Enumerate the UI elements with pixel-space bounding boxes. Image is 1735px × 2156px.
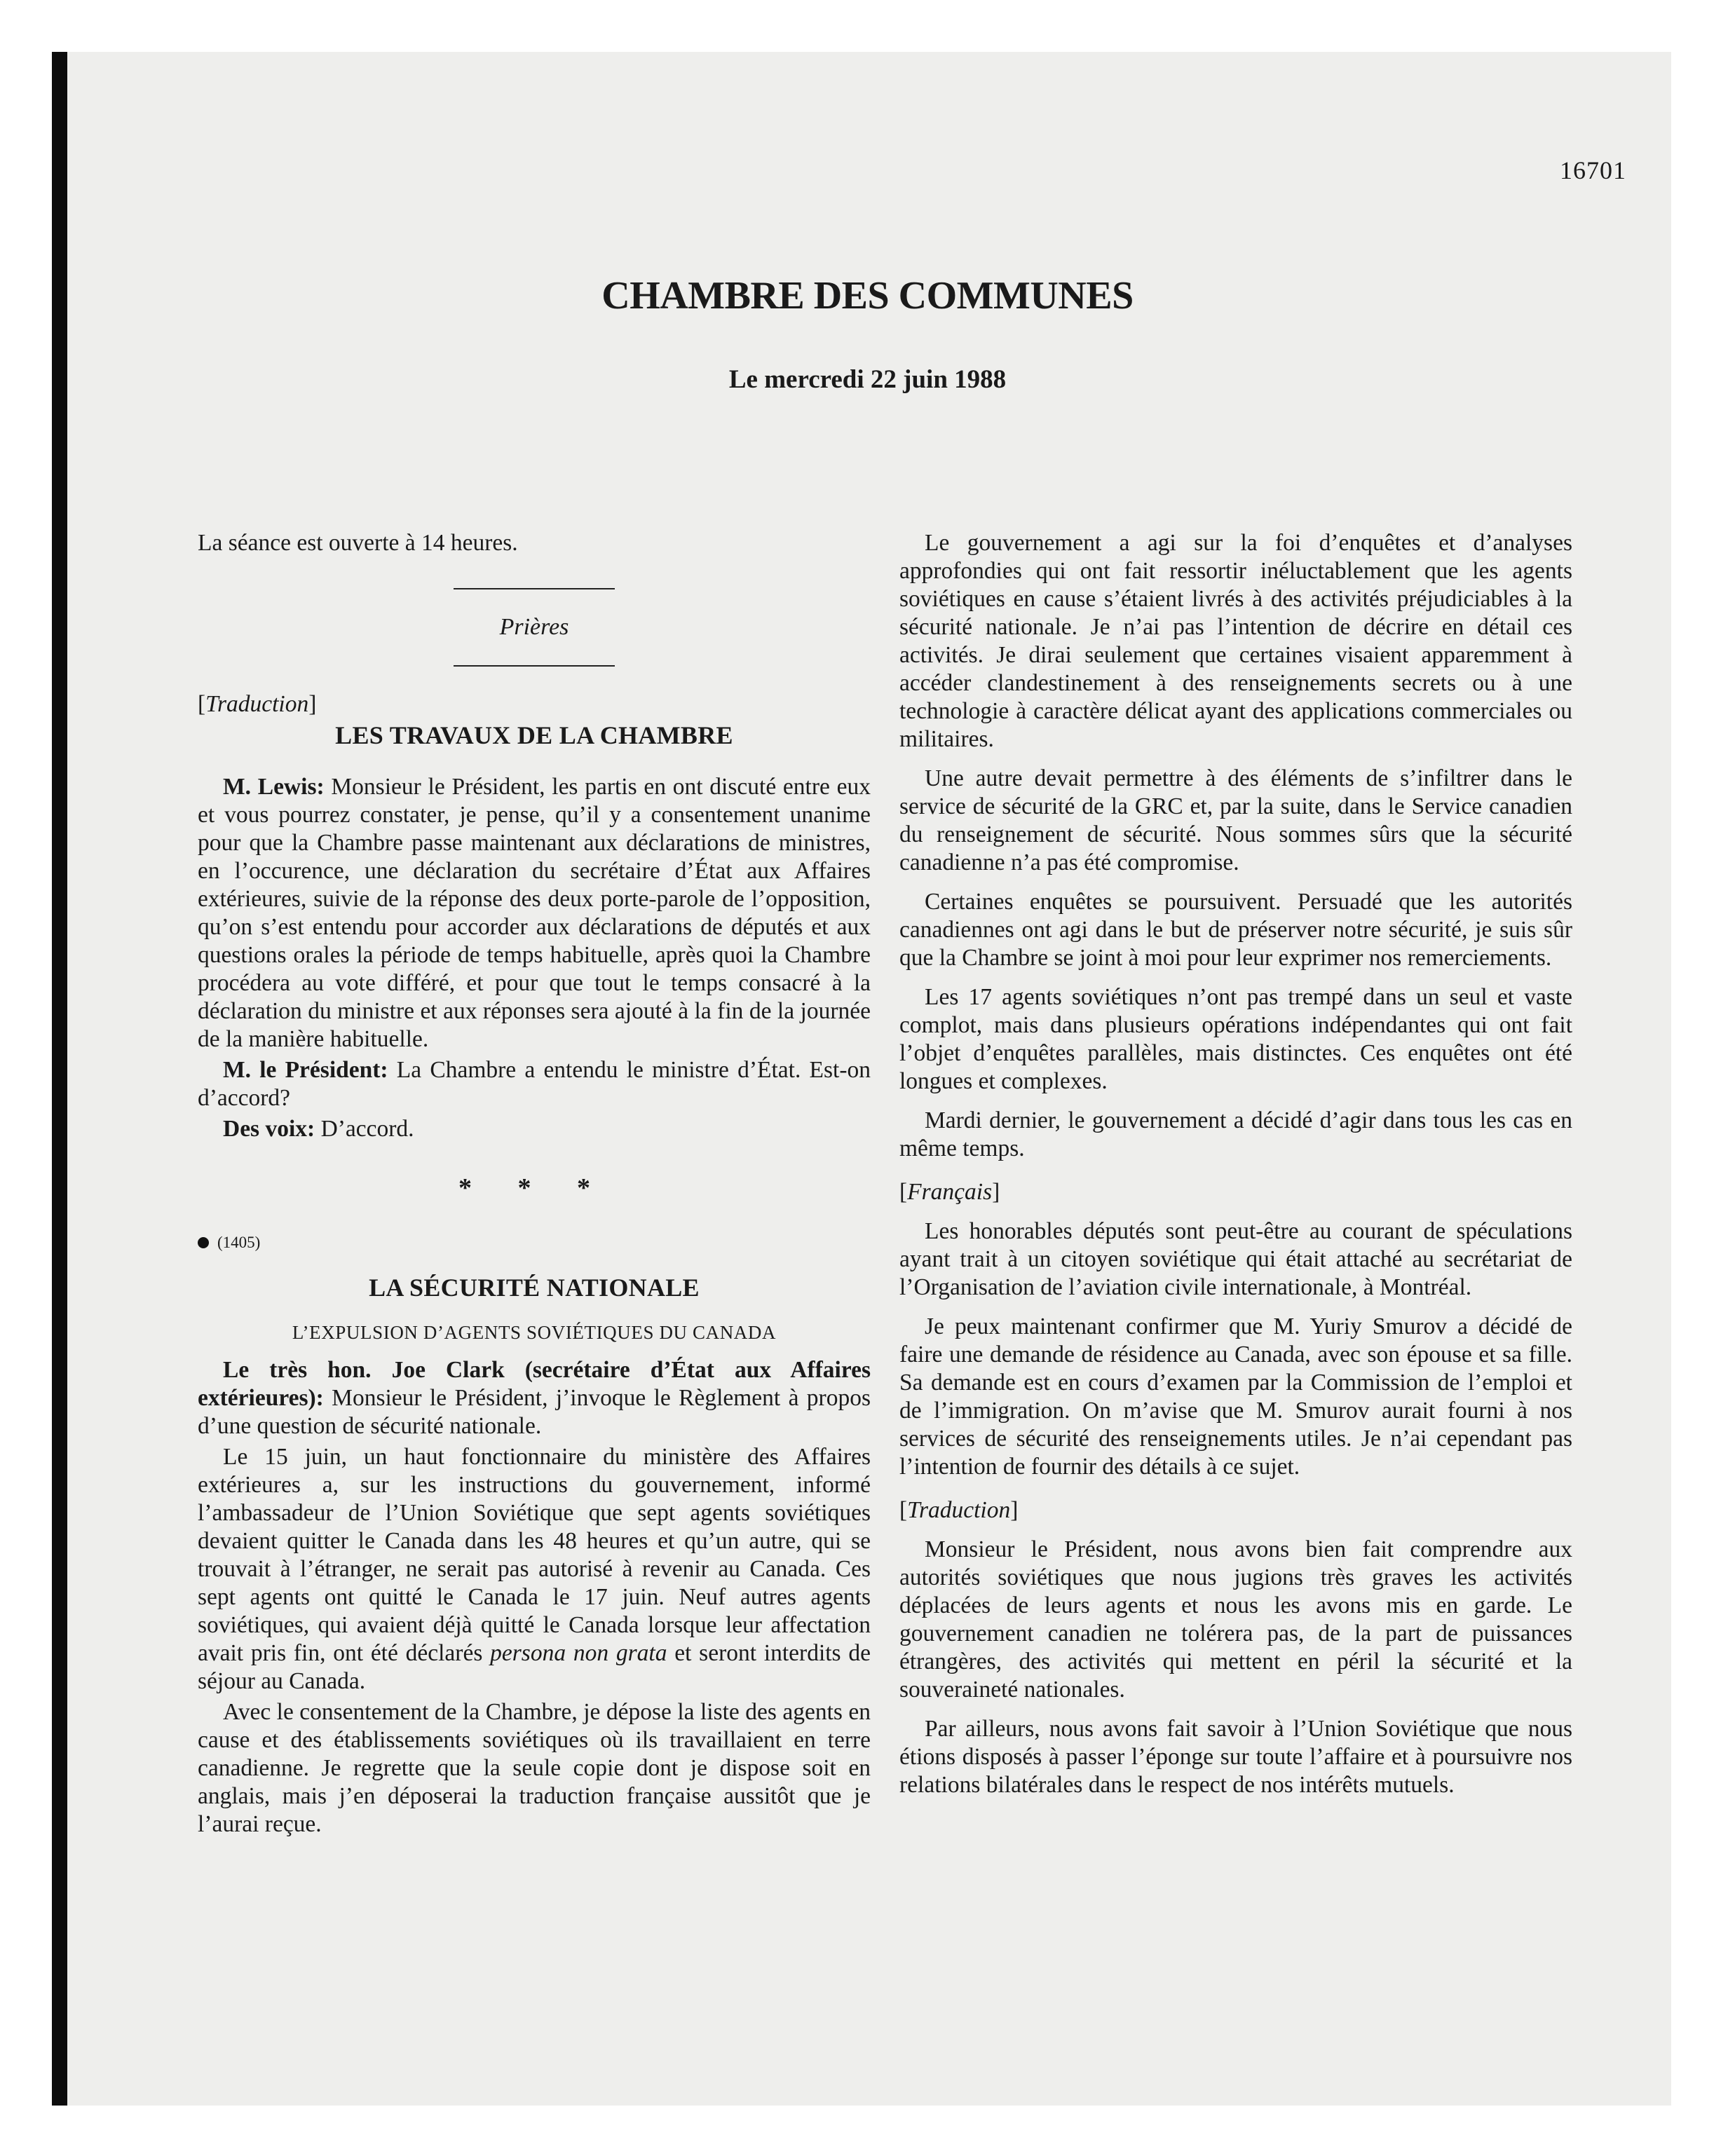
section-heading: LA SÉCURITÉ NATIONALE [369,1274,700,1302]
sitting-opening-text: La séance est ouverte à 14 heures. [198,530,518,556]
speaker-name: M. Lewis: [223,774,325,800]
page-title: CHAMBRE DES COMMUNES [601,274,1134,318]
prayers-heading: Prières [499,614,569,640]
scan-edge-border [52,52,67,2106]
speech-paragraph: Une autre devait permettre à des éléments de s’infiltrer dans le service de sécurité de la GRC et, par la suite, dans le Service canadien du renseignement de sécurité. Nous sommes sûrs que la sécurité canadienne n’a pas été compromise. [899,765,1572,875]
time-marker-text: (1405) [217,1234,261,1251]
bullet-dot-icon [198,1237,209,1248]
language-marker: [Traduction] [899,1497,1019,1523]
speech-paragraph [198,1443,871,1696]
right-column [899,529,1572,1810]
speech-text: La Chambre a entendu le ministre d’État. Est-on d’accord? [198,1057,871,1111]
speech-paragraph [198,1698,871,1838]
language-marker: [Français] [899,1179,1000,1205]
speech-text: Le 15 juin, un haut fonctionnaire du ministère des Affaires extérieures a, sur les instructions du gouvernement, informé l’ambassadeur de l’Union Soviétique que sept agents soviétiques devaient quitter le Canada dans les 48 heures et qu’un autre, qui se trouvait à l’étranger, ne serait pas autorisé à revenir au Canada. Ces sept agents ont quitté le Canada le 17 juin. Neuf autres agents soviétiques, qui avaient déjà quitté le Canada lorsque leur affectation avait pris fin, ont été déclarés [198,1444,871,1666]
latin-phrase: persona non grata [490,1640,667,1666]
speech-paragraph [198,1056,871,1112]
section-separator-stars: * * * [458,1173,610,1203]
speech-paragraph: Le gouvernement a agi sur la foi d’enquêtes et d’analyses approfondies qui ont fait ressortir inéluctablement que les agents soviétiques en cause s’étaient livrés à des activités préjudiciables à la sécurité nationale. Je n’ai pas l’intention de décrire en détail ces activités. Je dirai seulement que certaines visaient apparemment à accéder clandestinement à des renseignements secrets ou à une technologie à caractère délicat ayant des applications commerciales ou militaires. [899,530,1572,752]
speech-text: et seront interdits de séjour au Canada. [198,1640,871,1694]
section-heading: LES TRAVAUX DE LA CHAMBRE [335,721,733,749]
speaker-name: M. le Président: [223,1057,388,1083]
sitting-date: Le mercredi 22 juin 1988 [728,365,1007,394]
subsection-heading: L’EXPULSION D’AGENTS SOVIÉTIQUES DU CANADA [292,1322,777,1343]
speech-text: Avec le consentement de la Chambre, je dépose la liste des agents en cause et des établissements soviétiques où ils travaillaient en terre canadienne. Je regrette que la seule copie dont je dispose soit en anglais, mais j’en déposerai la traduction française aussitôt que je l’aurai reçue. [198,1699,871,1837]
sitting-opening [198,529,871,557]
left-column [198,529,871,1841]
speech-paragraph: Je peux maintenant confirmer que M. Yuriy Smurov a décidé de faire une demande de résidence au Canada, avec son épouse et sa fille. Sa demande est en cours d’examen par la Commission de l’emploi et de l’immigration. On m’avise que M. Smurov aurait fourni à nos services de sécurité des renseignements utiles. Je n’ai cependant pas l’intention de fournir des détails à ce sujet. [899,1314,1572,1480]
divider-rule [454,665,615,667]
speech-paragraph: Monsieur le Président, nous avons bien fait comprendre aux autorités soviétiques que nous jugions très graves les activités déplacées de leurs agents et nous les avons mis en garde. Le gouvernement canadien ne tolérera pas, de la part de puissances étrangères, des activités qui mettent en péril la sécurité et la souveraineté nationales. [899,1536,1572,1703]
speech-text: Monsieur le Président, les partis en ont discuté entre eux et vous pourrez constater, je pense, qu’il y a consentement unanime pour que la Chambre passe maintenant aux déclarations de ministres, en l’occurence, une déclaration du secrétaire d’État aux Affaires extérieures, suivie de la réponse des deux porte-parole de l’opposition, qu’on s’est entendu pour accorder aux déclarations de députés et aux questions orales la période de temps habituelle, après quoi la Chambre procédera au vote différé, et pour que tout le temps consacré à la déclaration du ministre et aux réponses sera ajouté à la fin de la journée de la manière habituelle. [198,774,871,1052]
speech-paragraph: Mardi dernier, le gouvernement a décidé d’agir dans tous les cas en même temps. [899,1107,1572,1161]
speech-paragraph [198,773,871,1053]
speech-paragraph: Certaines enquêtes se poursuivent. Persuadé que les autorités canadiennes ont agi dans le but de préserver notre sécurité, je suis sûr que la Chambre se joint à moi pour leur exprimer nos remerciements. [899,889,1572,971]
language-marker-text: Traduction [907,1497,1011,1523]
speech-paragraph [198,1356,871,1440]
divider-rule [454,588,615,589]
speaker-name: Des voix: [223,1116,315,1142]
speech-paragraph: Les 17 agents soviétiques n’ont pas trempé dans un seul et vaste complot, mais dans plusieurs opérations indépendantes qui ont fait l’objet d’enquêtes parallèles, mais distinctes. Ces enquêtes ont été longues et complexes. [899,984,1572,1094]
speech-paragraph: Les honorables députés sont peut-être au courant de spéculations ayant trait à un citoyen soviétique qui était attaché au secrétariat de l’Organisation de l’aviation civile internationale, à Montréal. [899,1218,1572,1300]
page-number: 16701 [1560,156,1626,184]
speech-text: D’accord. [315,1116,414,1142]
language-marker: [Traduction] [198,691,317,717]
time-marker [198,1229,871,1257]
speech-text: Monsieur le Président, j’invoque le Règlement à propos d’une question de sécurité nationale. [198,1385,871,1439]
speaker-name: Le très hon. Joe Clark (secrétaire d’État aux Affaires extérieures): [198,1357,871,1411]
speech-paragraph [198,1115,871,1143]
speech-paragraph: Par ailleurs, nous avons fait savoir à l’Union Soviétique que nous étions disposés à passer l’éponge sur toute l’affaire et à poursuivre nos relations bilatérales dans le respect de nos intérêts mutuels. [899,1716,1572,1798]
language-marker-text: Traduction [205,691,309,717]
language-marker-text: Français [907,1179,993,1205]
